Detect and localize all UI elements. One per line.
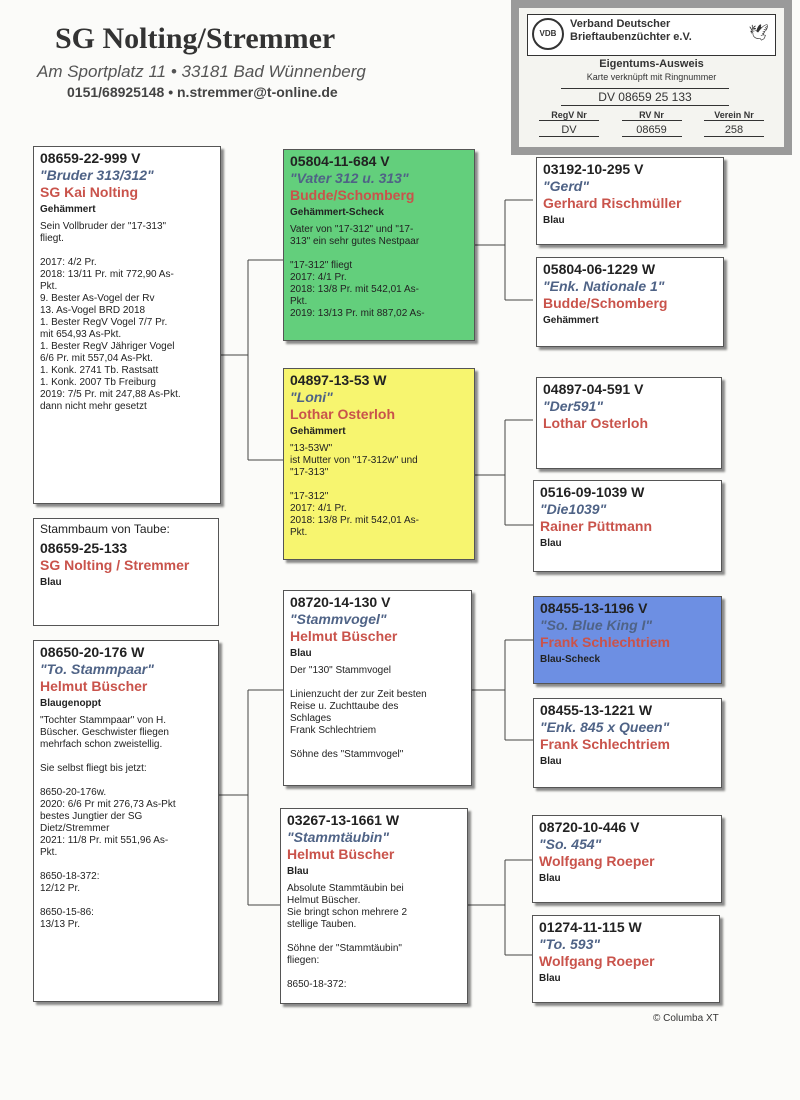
fmf-ring: 04897-04-591 V bbox=[543, 381, 644, 397]
mfm-box bbox=[533, 698, 722, 788]
father-ring: 08659-22-999 V bbox=[40, 150, 141, 166]
paternal-grandmother-name: "Loni" bbox=[290, 389, 333, 405]
paternal-grandfather-ring: 05804-11-684 V bbox=[290, 153, 390, 169]
note-line: mit 654,93 As-Pkt. bbox=[40, 329, 122, 340]
note-line: Helmut Büscher. bbox=[287, 895, 361, 906]
note-line bbox=[40, 751, 212, 763]
fmm-name: "Die1039" bbox=[540, 501, 607, 517]
mmf-ring: 08720-10-446 V bbox=[539, 819, 640, 835]
org-line-2: Brieftaubenzüchter e.V. bbox=[570, 31, 692, 43]
mother-ring: 08650-20-176 W bbox=[40, 644, 145, 660]
fff-owner: Gerhard Rischmüller bbox=[543, 195, 682, 211]
mother-notes bbox=[40, 715, 212, 931]
note-line: 2017: 4/1 Pr. bbox=[290, 503, 347, 514]
mff-ring: 08455-13-1196 V bbox=[540, 600, 648, 616]
father-box bbox=[33, 146, 221, 504]
note-line: 9. Bester As-Vogel der Rv bbox=[40, 293, 155, 304]
note-line: Sein Vollbruder der "17-313" bbox=[40, 221, 167, 232]
fmf-name: "Der591" bbox=[543, 398, 603, 414]
paternal-grandmother-owner: Lothar Osterloh bbox=[290, 406, 396, 422]
mfm-name: "Enk. 845 x Queen" bbox=[540, 719, 670, 735]
mff-owner: Frank Schlechtriem bbox=[540, 634, 670, 650]
note-line: 8650-18-372: bbox=[40, 871, 100, 882]
note-line: "17-312" bbox=[290, 491, 329, 502]
paternal-grandmother-color: Gehämmert bbox=[290, 426, 346, 437]
note-line: 12/12 Pr. bbox=[40, 883, 81, 894]
note-line: Sie bringt schon mehrere 2 bbox=[287, 907, 408, 918]
note-line: Pkt. bbox=[40, 847, 58, 858]
fff-name: "Gerd" bbox=[543, 178, 589, 194]
note-line: mehrfach schon zweistellig. bbox=[40, 739, 163, 750]
fff-ring: 03192-10-295 V bbox=[543, 161, 644, 177]
ffm-owner: Budde/Schomberg bbox=[543, 295, 668, 311]
note-line: 2021: 11/8 Pr. mit 551,96 As- bbox=[40, 835, 169, 846]
paternal-grandfather-color: Gehämmert-Scheck bbox=[290, 207, 384, 218]
mmf-name: "So. 454" bbox=[539, 836, 602, 852]
regv-label: RegV Nr bbox=[539, 110, 599, 121]
note-line: 2018: 13/11 Pr. mit 772,90 As- bbox=[40, 269, 174, 280]
breeder-contact: 0151/68925148 • n.stremmer@t-online.de bbox=[67, 84, 338, 100]
ffm-color: Gehämmert bbox=[543, 315, 599, 326]
vdb-logo-icon: VDB bbox=[532, 18, 564, 50]
note-line: 13/13 Pr. bbox=[40, 919, 81, 930]
father-color: Gehämmert bbox=[40, 204, 96, 215]
mmm-box bbox=[532, 915, 720, 1003]
card-title: Eigentums-Ausweis bbox=[599, 58, 704, 70]
fmm-box bbox=[533, 480, 722, 572]
rv-value: 08659 bbox=[622, 124, 682, 137]
maternal-grandfather-notes bbox=[290, 665, 465, 761]
note-line: 2019: 7/5 Pr. mit 247,88 As-Pkt. bbox=[40, 389, 181, 400]
maternal-grandmother-box bbox=[280, 808, 468, 1004]
paternal-grandfather-notes bbox=[290, 224, 468, 320]
note-line bbox=[287, 931, 461, 943]
fmm-color: Blau bbox=[540, 538, 562, 549]
note-line: 313" ein sehr gutes Nestpaar bbox=[290, 236, 420, 247]
mother-owner: Helmut Büscher bbox=[40, 678, 148, 694]
note-line: 2018: 13/8 Pr. mit 542,01 As- bbox=[290, 515, 419, 526]
maternal-grandmother-name: "Stammtäubin" bbox=[287, 829, 389, 845]
ffm-box bbox=[536, 257, 724, 347]
note-line: "Tochter Stammpaar" von H. bbox=[40, 715, 167, 726]
note-line: bestes Jungtier der SG bbox=[40, 811, 143, 822]
father-notes bbox=[40, 221, 214, 413]
note-line: 1. Bester RegV Vogel 7/7 Pr. bbox=[40, 317, 168, 328]
note-line: "17-312" fliegt bbox=[290, 260, 353, 271]
note-line: 8650-20-176w. bbox=[40, 787, 107, 798]
subject-box bbox=[33, 518, 219, 626]
note-line: Der "130" Stammvogel bbox=[290, 665, 392, 676]
note-line: 2020: 6/6 Pr mit 276,73 As-Pkt bbox=[40, 799, 176, 810]
verein-label: Verein Nr bbox=[704, 110, 764, 121]
note-line: 2017: 4/2 Pr. bbox=[40, 257, 97, 268]
fff-box bbox=[536, 157, 724, 245]
note-line bbox=[40, 245, 214, 257]
note-line: "17-313" bbox=[290, 467, 329, 478]
subject-ring: 08659-25-133 bbox=[40, 540, 128, 556]
father-owner: SG Kai Nolting bbox=[40, 184, 138, 200]
note-line bbox=[40, 775, 212, 787]
pigeon-icon: 🕊 bbox=[748, 25, 769, 42]
note-line: Absolute Stammtäubin bei bbox=[287, 883, 404, 894]
org-line-1: Verband Deutscher bbox=[570, 18, 671, 30]
mother-name: "To. Stammpaar" bbox=[40, 661, 154, 677]
note-line: Söhne der "Stammtäubin" bbox=[287, 943, 402, 954]
mmm-ring: 01274-11-115 W bbox=[539, 919, 642, 935]
fmf-owner: Lothar Osterloh bbox=[543, 415, 649, 431]
note-line: Pkt. bbox=[40, 281, 58, 292]
paternal-grandmother-box bbox=[283, 368, 475, 560]
mother-color: Blaugenoppt bbox=[40, 698, 102, 709]
note-line: 1. Konk. 2007 Tb Freiburg bbox=[40, 377, 156, 388]
footer-credit: © Columba XT bbox=[653, 1013, 719, 1024]
note-line: Vater von "17-312" und "17- bbox=[290, 224, 414, 235]
note-line: Büscher. Geschwister fliegen bbox=[40, 727, 169, 738]
note-line: Pkt. bbox=[290, 527, 308, 538]
note-line: Pkt. bbox=[290, 296, 308, 307]
rv-label: RV Nr bbox=[622, 110, 682, 121]
card-ring-number: DV 08659 25 133 bbox=[561, 88, 729, 106]
verein-value: 258 bbox=[704, 124, 764, 137]
note-line: 8650-15-86: bbox=[40, 907, 94, 918]
breeder-title: SG Nolting/Stremmer bbox=[55, 22, 336, 55]
breeder-address: Am Sportplatz 11 • 33181 Bad Wünnenberg bbox=[37, 62, 366, 81]
mmm-color: Blau bbox=[539, 973, 561, 984]
note-line: Söhne des "Stammvogel" bbox=[290, 749, 404, 760]
note-line: Linienzucht der zur Zeit besten bbox=[290, 689, 427, 700]
mfm-ring: 08455-13-1221 W bbox=[540, 702, 653, 718]
maternal-grandmother-notes bbox=[287, 883, 461, 991]
card-subtitle: Karte verknüpft mit Ringnummer bbox=[586, 72, 717, 82]
paternal-grandmother-ring: 04897-13-53 W bbox=[290, 372, 387, 388]
note-line: "13-53W" bbox=[290, 443, 333, 454]
note-line: 2017: 4/1 Pr. bbox=[290, 272, 347, 283]
note-line: 2019: 13/13 Pr. mit 887,02 As- bbox=[290, 308, 425, 319]
note-line: fliegt. bbox=[40, 233, 64, 244]
note-line bbox=[40, 859, 212, 871]
note-line bbox=[290, 248, 468, 260]
note-line: fliegen: bbox=[287, 955, 320, 966]
note-line: stellige Tauben. bbox=[287, 919, 357, 930]
maternal-grandfather-box bbox=[283, 590, 472, 786]
mmm-name: "To. 593" bbox=[539, 936, 600, 952]
paternal-grandmother-notes bbox=[290, 443, 468, 539]
mff-box bbox=[533, 596, 722, 684]
fff-color: Blau bbox=[543, 215, 565, 226]
mfm-owner: Frank Schlechtriem bbox=[540, 736, 670, 752]
maternal-grandmother-owner: Helmut Büscher bbox=[287, 846, 395, 862]
subject-color: Blau bbox=[40, 577, 62, 588]
paternal-grandfather-name: "Vater 312 u. 313" bbox=[290, 170, 409, 186]
mff-color: Blau-Scheck bbox=[540, 654, 601, 665]
note-line: Dietz/Stremmer bbox=[40, 823, 110, 834]
note-line: Schlages bbox=[290, 713, 332, 724]
note-line: Frank Schlechtriem bbox=[290, 725, 377, 736]
maternal-grandfather-ring: 08720-14-130 V bbox=[290, 594, 391, 610]
mmf-box bbox=[532, 815, 722, 903]
mother-box bbox=[33, 640, 219, 1002]
note-line: 1. Konk. 2741 Tb. Rastsatt bbox=[40, 365, 159, 376]
maternal-grandmother-color: Blau bbox=[287, 866, 309, 877]
father-name: "Bruder 313/312" bbox=[40, 167, 154, 183]
mmf-owner: Wolfgang Roeper bbox=[539, 853, 655, 869]
mmm-owner: Wolfgang Roeper bbox=[539, 953, 655, 969]
ffm-name: "Enk. Nationale 1" bbox=[543, 278, 665, 294]
note-line bbox=[287, 967, 461, 979]
mff-name: "So. Blue King I" bbox=[540, 617, 653, 633]
note-line bbox=[40, 895, 212, 907]
maternal-grandfather-color: Blau bbox=[290, 648, 312, 659]
fmf-box bbox=[536, 377, 722, 469]
ffm-ring: 05804-06-1229 W bbox=[543, 261, 656, 277]
maternal-grandmother-ring: 03267-13-1661 W bbox=[287, 812, 400, 828]
note-line: Sie selbst fliegt bis jetzt: bbox=[40, 763, 147, 774]
mfm-color: Blau bbox=[540, 756, 562, 767]
maternal-grandfather-owner: Helmut Büscher bbox=[290, 628, 398, 644]
paternal-grandfather-box bbox=[283, 149, 475, 341]
note-line bbox=[290, 479, 468, 491]
fmm-ring: 0516-09-1039 W bbox=[540, 484, 645, 500]
subject-owner: SG Nolting / Stremmer bbox=[40, 557, 190, 573]
note-line bbox=[290, 737, 465, 749]
note-line: ist Mutter von "17-312w" und bbox=[290, 455, 418, 466]
regv-value: DV bbox=[539, 124, 599, 137]
note-line: 1. Bester RegV Jähriger Vogel bbox=[40, 341, 175, 352]
note-line: 2018: 13/8 Pr. mit 542,01 As- bbox=[290, 284, 419, 295]
note-line: 13. As-Vogel BRD 2018 bbox=[40, 305, 146, 316]
mmf-color: Blau bbox=[539, 873, 561, 884]
note-line: dann nicht mehr gesetzt bbox=[40, 401, 147, 412]
note-line: 8650-18-372: bbox=[287, 979, 347, 990]
fmm-owner: Rainer Püttmann bbox=[540, 518, 653, 534]
pedigree-label: Stammbaum von Taube: bbox=[40, 522, 170, 536]
paternal-grandfather-owner: Budde/Schomberg bbox=[290, 187, 415, 203]
note-line: Reise u. Zuchttaube des bbox=[290, 701, 399, 712]
note-line bbox=[290, 677, 465, 689]
maternal-grandfather-name: "Stammvogel" bbox=[290, 611, 387, 627]
note-line: 6/6 Pr. mit 557,04 As-Pkt. bbox=[40, 353, 153, 364]
